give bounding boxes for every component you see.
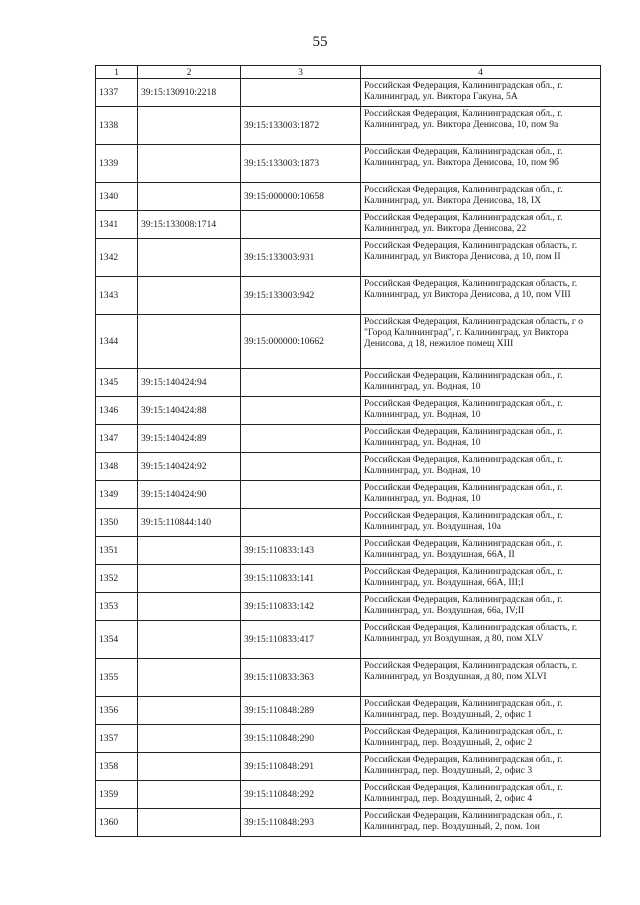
cadastral-number-cell xyxy=(138,753,241,781)
parcel-table xyxy=(95,65,601,837)
table-header-row xyxy=(96,66,601,79)
table-row xyxy=(96,369,601,397)
row-number-cell: 1347 xyxy=(96,425,138,453)
row-number-cell: 1359 xyxy=(96,781,138,809)
object-cadastral-number-cell xyxy=(241,453,361,481)
table-row xyxy=(96,277,601,315)
object-cadastral-number-cell: 39:15:110848:291 xyxy=(241,753,361,781)
object-cadastral-number-cell: 39:15:110848:293 xyxy=(241,809,361,837)
row-number-cell: 1344 xyxy=(96,315,138,369)
address-cell: Российская Федерация, Калининградская обл., г. Калининград, пер. Воздушный, 2, офис 3 xyxy=(361,753,601,781)
table-row xyxy=(96,315,601,369)
row-number-cell: 1350 xyxy=(96,509,138,537)
table-row xyxy=(96,509,601,537)
row-number-cell: 1355 xyxy=(96,659,138,697)
table-row xyxy=(96,659,601,697)
table-row xyxy=(96,621,601,659)
address-cell: Российская Федерация, Калининградская обл., г. Калининград, ул. Воздушная, 10а xyxy=(361,509,601,537)
header-col-1: 1 xyxy=(96,66,138,79)
object-cadastral-number-cell: 39:15:110848:292 xyxy=(241,781,361,809)
address-cell: Российская Федерация, Калининградская обл., г. Калининград, ул. Виктора Денисова, 18, IX xyxy=(361,183,601,211)
object-cadastral-number-cell xyxy=(241,369,361,397)
cadastral-number-cell: 39:15:140424:90 xyxy=(138,481,241,509)
table-row xyxy=(96,107,601,145)
header-col-2: 2 xyxy=(138,66,241,79)
address-cell: Российская Федерация, Калининградская область, г. Калининград, ул Воздушная, д 80, пом XLV xyxy=(361,621,601,659)
row-number-cell: 1348 xyxy=(96,453,138,481)
row-number-cell: 1340 xyxy=(96,183,138,211)
object-cadastral-number-cell xyxy=(241,509,361,537)
object-cadastral-number-cell: 39:15:110833:417 xyxy=(241,621,361,659)
object-cadastral-number-cell: 39:15:110833:143 xyxy=(241,537,361,565)
cadastral-number-cell: 39:15:140424:88 xyxy=(138,397,241,425)
cadastral-number-cell xyxy=(138,183,241,211)
row-number-cell: 1358 xyxy=(96,753,138,781)
address-cell: Российская Федерация, Калининградская обл., г. Калининград, пер. Воздушный, 2, офис 2 xyxy=(361,725,601,753)
cadastral-number-cell xyxy=(138,315,241,369)
cadastral-number-cell xyxy=(138,697,241,725)
address-cell: Российская Федерация, Калининградская обл., г. Калининград, ул. Водная, 10 xyxy=(361,397,601,425)
address-cell: Российская Федерация, Калининградская обл., г. Калининград, ул. Виктора Денисова, 10, пом 9а xyxy=(361,107,601,145)
row-number-cell: 1343 xyxy=(96,277,138,315)
object-cadastral-number-cell: 39:15:110848:289 xyxy=(241,697,361,725)
table-row xyxy=(96,425,601,453)
table-row xyxy=(96,183,601,211)
address-cell: Российская Федерация, Калининградская обл., г. Калининград, ул. Воздушная, 66А, III;I xyxy=(361,565,601,593)
table-row xyxy=(96,481,601,509)
cadastral-number-cell xyxy=(138,537,241,565)
page-number: 55 xyxy=(312,34,328,50)
row-number-cell: 1346 xyxy=(96,397,138,425)
cadastral-number-cell xyxy=(138,593,241,621)
table-row xyxy=(96,145,601,183)
object-cadastral-number-cell: 39:15:110848:290 xyxy=(241,725,361,753)
address-cell: Российская Федерация, Калининградская обл., г. Калининград, ул. Виктора Гакуна, 5А xyxy=(361,79,601,107)
row-number-cell: 1360 xyxy=(96,809,138,837)
table-row xyxy=(96,565,601,593)
row-number-cell: 1353 xyxy=(96,593,138,621)
object-cadastral-number-cell: 39:15:110833:142 xyxy=(241,593,361,621)
cadastral-number-cell: 39:15:133008:1714 xyxy=(138,211,241,239)
cadastral-number-cell xyxy=(138,725,241,753)
cadastral-number-cell xyxy=(138,239,241,277)
object-cadastral-number-cell: 39:15:133003:1873 xyxy=(241,145,361,183)
object-cadastral-number-cell: 39:15:133003:1872 xyxy=(241,107,361,145)
address-cell: Российская Федерация, Калининградская обл., г. Калининград, ул. Воздушная, 66А, II xyxy=(361,537,601,565)
address-cell: Российская Федерация, Калининградская обл., г. Калининград, пер. Воздушный, 2, офис 1 xyxy=(361,697,601,725)
table-row xyxy=(96,809,601,837)
table-row xyxy=(96,537,601,565)
table-row xyxy=(96,79,601,107)
row-number-cell: 1349 xyxy=(96,481,138,509)
object-cadastral-number-cell xyxy=(241,79,361,107)
cadastral-number-cell xyxy=(138,781,241,809)
cadastral-number-cell xyxy=(138,621,241,659)
cadastral-number-cell xyxy=(138,145,241,183)
object-cadastral-number-cell: 39:15:133003:931 xyxy=(241,239,361,277)
row-number-cell: 1339 xyxy=(96,145,138,183)
object-cadastral-number-cell xyxy=(241,425,361,453)
address-cell: Российская Федерация, Калининградская обл., г. Калининград, ул. Виктора Денисова, 10, пом 9б xyxy=(361,145,601,183)
row-number-cell: 1341 xyxy=(96,211,138,239)
cadastral-number-cell: 39:15:140424:92 xyxy=(138,453,241,481)
table-row xyxy=(96,697,601,725)
cadastral-number-cell xyxy=(138,107,241,145)
table-row xyxy=(96,239,601,277)
address-cell: Российская Федерация, Калининградская обл., г. Калининград, ул. Водная, 10 xyxy=(361,453,601,481)
address-cell: Российская Федерация, Калининградская обл., г. Калининград, ул. Водная, 10 xyxy=(361,481,601,509)
object-cadastral-number-cell xyxy=(241,397,361,425)
address-cell: Российская Федерация, Калининградская обл., г. Калининград, пер. Воздушный, 2, пом. 1ои xyxy=(361,809,601,837)
address-cell: Российская Федерация, Калининградская обл., г. Калининград, пер. Воздушный, 2, офис 4 xyxy=(361,781,601,809)
row-number-cell: 1342 xyxy=(96,239,138,277)
row-number-cell: 1357 xyxy=(96,725,138,753)
cadastral-number-cell xyxy=(138,277,241,315)
address-cell: Российская Федерация, Калининградская обл., г. Калининград, ул. Водная, 10 xyxy=(361,369,601,397)
row-number-cell: 1356 xyxy=(96,697,138,725)
row-number-cell: 1351 xyxy=(96,537,138,565)
address-cell: Российская Федерация, Калининградская область, г о "Город Калининград", г. Калининград, ул Виктора Денисова, д 18, нежилое помещ XIII xyxy=(361,315,601,369)
cadastral-number-cell: 39:15:130910:2218 xyxy=(138,79,241,107)
cadastral-number-cell xyxy=(138,565,241,593)
address-cell: Российская Федерация, Калининградская область, г. Калининград, ул Воздушная, д 80, пом XLVI xyxy=(361,659,601,697)
cadastral-number-cell: 39:15:140424:89 xyxy=(138,425,241,453)
address-cell: Российская Федерация, Калининградская обл., г. Калининград, ул. Виктора Денисова, 22 xyxy=(361,211,601,239)
object-cadastral-number-cell xyxy=(241,481,361,509)
address-cell: Российская Федерация, Калининградская область, г. Калининград, ул Виктора Денисова, д 10, пом VIII xyxy=(361,277,601,315)
table-row xyxy=(96,453,601,481)
object-cadastral-number-cell: 39:15:110833:141 xyxy=(241,565,361,593)
table-row xyxy=(96,781,601,809)
object-cadastral-number-cell: 39:15:110833:363 xyxy=(241,659,361,697)
object-cadastral-number-cell: 39:15:000000:10658 xyxy=(241,183,361,211)
cadastral-number-cell: 39:15:140424:94 xyxy=(138,369,241,397)
row-number-cell: 1352 xyxy=(96,565,138,593)
table-row xyxy=(96,725,601,753)
address-cell: Российская Федерация, Калининградская обл., г. Калининград, ул. Воздушная, 66а, IV;II xyxy=(361,593,601,621)
cadastral-number-cell: 39:15:110844:140 xyxy=(138,509,241,537)
row-number-cell: 1345 xyxy=(96,369,138,397)
header-col-4: 4 xyxy=(361,66,601,79)
table-row xyxy=(96,397,601,425)
address-cell: Российская Федерация, Калининградская обл., г. Калининград, ул. Водная, 10 xyxy=(361,425,601,453)
cadastral-number-cell xyxy=(138,809,241,837)
cadastral-number-cell xyxy=(138,659,241,697)
row-number-cell: 1354 xyxy=(96,621,138,659)
object-cadastral-number-cell xyxy=(241,211,361,239)
object-cadastral-number-cell: 39:15:133003:942 xyxy=(241,277,361,315)
table-row xyxy=(96,211,601,239)
table-row xyxy=(96,753,601,781)
row-number-cell: 1338 xyxy=(96,107,138,145)
row-number-cell: 1337 xyxy=(96,79,138,107)
address-cell: Российская Федерация, Калининградская область, г. Калининград, ул Виктора Денисова, д 10, пом II xyxy=(361,239,601,277)
object-cadastral-number-cell: 39:15:000000:10662 xyxy=(241,315,361,369)
table-row xyxy=(96,593,601,621)
header-col-3: 3 xyxy=(241,66,361,79)
table-body xyxy=(96,79,601,837)
